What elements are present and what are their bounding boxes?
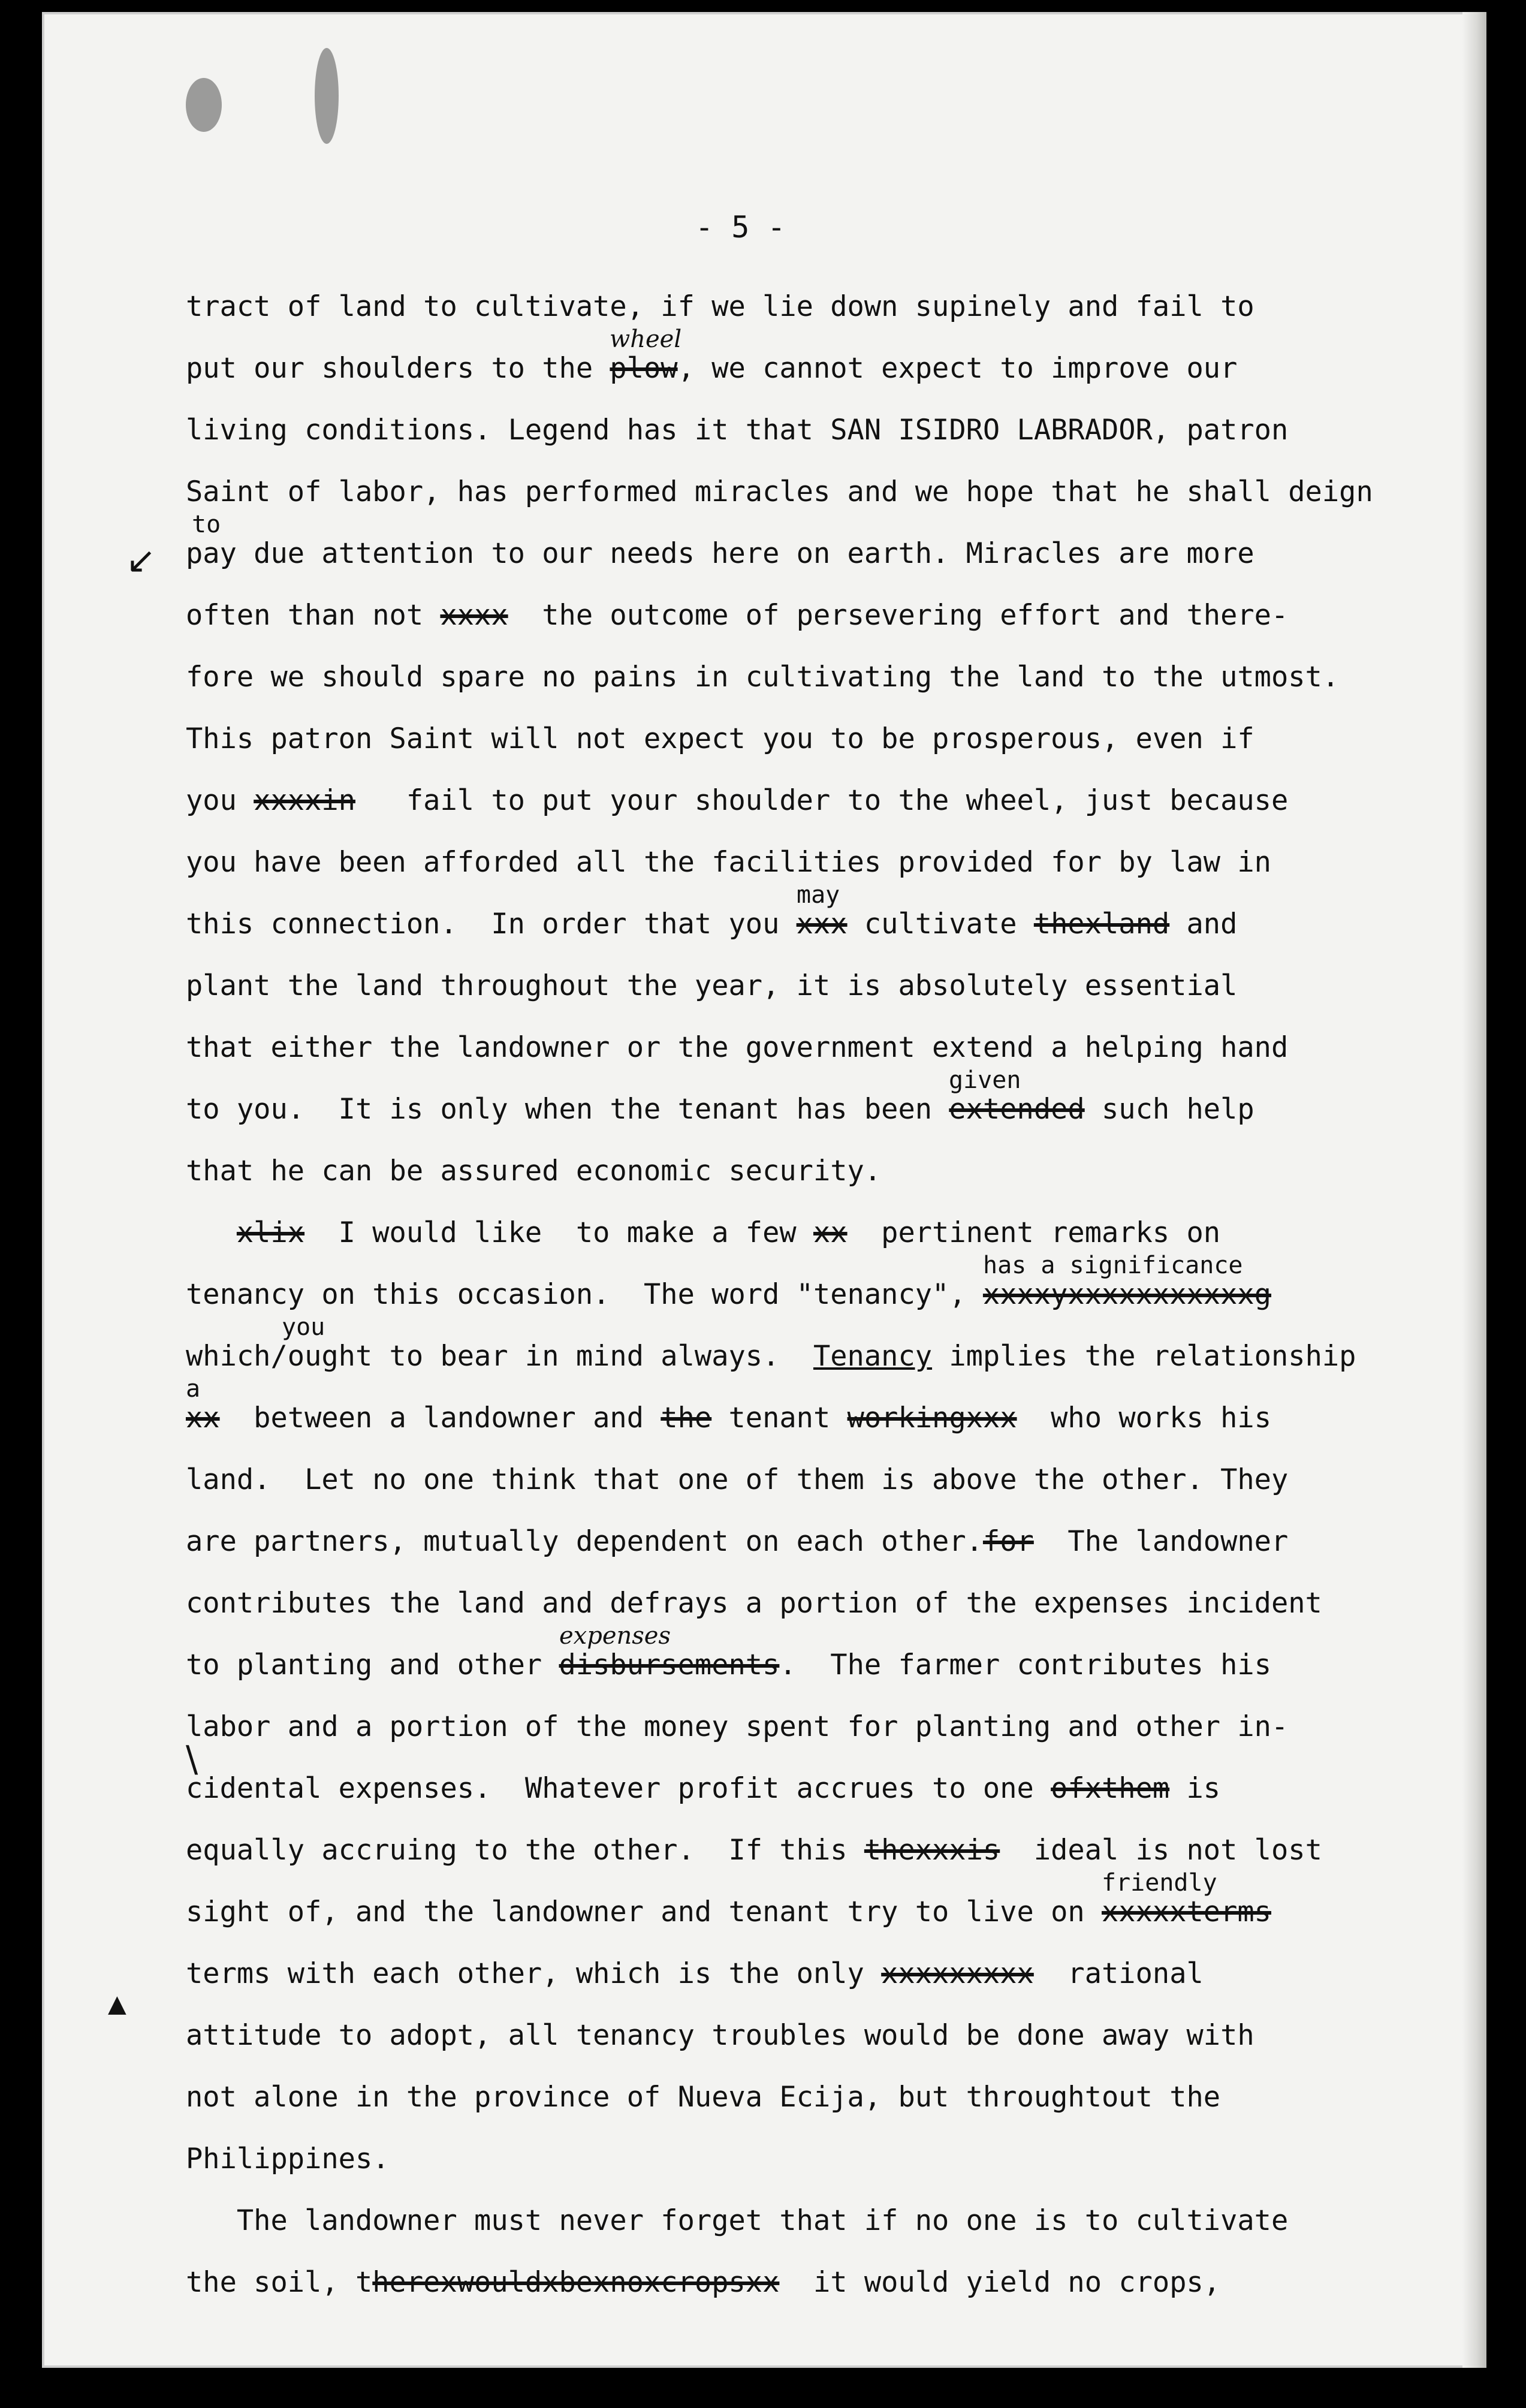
- struck-text: xlix: [236, 1216, 305, 1249]
- inserted-correction: given: [949, 1066, 1021, 1094]
- struck-text: the: [661, 1402, 712, 1434]
- text-line: [186, 511, 1480, 584]
- page-number: - 5 -: [695, 210, 786, 245]
- line-text: The landowner: [1033, 1525, 1289, 1558]
- line-text: it would yield no crops,: [779, 2266, 1221, 2299]
- line-text: the soil, t: [186, 2266, 373, 2299]
- text-line: [186, 1622, 1480, 1696]
- struck-text: herexwouldxbexnoxcropsxx: [372, 2266, 780, 2299]
- line-text: are partners, mutually dependent on each other.: [186, 1525, 983, 1558]
- ink-smudge: [186, 78, 222, 132]
- text-line: [186, 708, 1480, 770]
- text-line: [186, 1869, 1480, 1943]
- line-text: you: [186, 784, 254, 817]
- line-text: to planting and other: [186, 1648, 559, 1681]
- struck-text: workingxxx: [847, 1402, 1017, 1434]
- text-line: [186, 881, 1480, 955]
- inserted-correction: you: [282, 1313, 325, 1341]
- ink-smudge: [315, 48, 339, 144]
- line-text: is: [1169, 1772, 1221, 1805]
- line-text: , we cannot expect to improve our: [677, 352, 1238, 385]
- text-line: [186, 2128, 1480, 2190]
- struck-text: xxxxxxxxx: [881, 1957, 1034, 1990]
- line-text: who works his: [1017, 1402, 1271, 1434]
- text-line: [186, 1511, 1480, 1572]
- line-text: rational: [1033, 1957, 1204, 1990]
- struck-text: xxxx: [440, 599, 508, 632]
- line-text: cidental expenses. Whatever profit accrues to one: [186, 1772, 1051, 1805]
- struck-text: xx: [813, 1216, 848, 1249]
- line-text: . The farmer contributes his: [779, 1648, 1271, 1681]
- inserted-correction: a: [186, 1375, 201, 1403]
- line-text: such help: [1084, 1093, 1254, 1126]
- text-line: [186, 461, 1480, 523]
- line-text: you have been afforded all the facilities provided for by law in: [186, 846, 1271, 879]
- line-text: land. Let no one think that one of them is above the other. They: [186, 1463, 1289, 1496]
- line-text: living conditions. Legend has it that SAN ISIDRO LABRADOR, patron: [186, 414, 1289, 447]
- line-text: that either the landowner or the government extend a helping hand: [186, 1031, 1289, 1064]
- line-text: tenant: [711, 1402, 848, 1434]
- line-text: and: [1169, 908, 1238, 941]
- text-line: [186, 276, 1480, 337]
- line-text: Saint of labor, has performed miracles and we hope that he shall deign: [186, 475, 1373, 508]
- struck-text: thexxxis: [864, 1834, 1000, 1867]
- margin-arrow-icon: ↙: [126, 540, 156, 581]
- inserted-correction: has a significance: [983, 1252, 1243, 1279]
- text-line: [186, 646, 1480, 708]
- struck-text: xx: [186, 1402, 220, 1434]
- typewritten-body: [186, 276, 1480, 2313]
- text-line: [186, 399, 1480, 461]
- struck-text: for: [982, 1525, 1034, 1558]
- inserted-correction: expenses: [559, 1622, 671, 1650]
- text-line: [186, 1758, 1480, 1819]
- line-text: this connection. In order that you: [186, 908, 797, 941]
- struck-text: xxx: [796, 908, 848, 941]
- line-text: The landowner must never forget that if no one is to cultivate: [186, 2204, 1289, 2237]
- struck-text: disbursements: [559, 1648, 780, 1681]
- line-text: fail to put your shoulder to the wheel, just because: [355, 784, 1289, 817]
- line-text: tract of land to cultivate, if we lie down supinely and fail to: [186, 290, 1254, 323]
- line-text: terms with each other, which is the only: [186, 1957, 882, 1990]
- struck-text: thexland: [1033, 908, 1170, 941]
- struck-text: xxxxin: [254, 784, 355, 817]
- line-text: This patron Saint will not expect you to be prosperous, even if: [186, 722, 1254, 755]
- line-text: I would like to make a few: [304, 1216, 813, 1249]
- line-text: implies the relationship: [932, 1340, 1356, 1373]
- line-text: fore we should spare no pains in cultivating the land to the utmost.: [186, 661, 1340, 694]
- struck-text: ofxthem: [1051, 1772, 1170, 1805]
- line-text: ideal is not lost: [1000, 1834, 1322, 1867]
- line-text: put our shoulders to the: [186, 352, 610, 385]
- line-text: [186, 1216, 237, 1249]
- text-line: [186, 1313, 1480, 1387]
- underlined-word: Tenancy: [813, 1340, 933, 1373]
- text-line: [186, 1140, 1480, 1202]
- text-line: [186, 1066, 1480, 1140]
- inserted-correction: may: [797, 881, 840, 909]
- text-line: [186, 1017, 1480, 1078]
- struck-text: xxxxyxxxxxxxxxxxg: [982, 1278, 1271, 1311]
- text-line: [186, 1572, 1480, 1634]
- line-text: equally accruing to the other. If this: [186, 1834, 864, 1867]
- text-line: [186, 770, 1480, 831]
- line-text: to you. It is only when the tenant has been: [186, 1093, 949, 1126]
- text-line: [186, 2066, 1480, 2128]
- text-line: [186, 326, 1480, 399]
- line-text: attitude to adopt, all tenancy troubles would be done away with: [186, 2019, 1254, 2052]
- text-line: [186, 1375, 1480, 1449]
- line-text: contributes the land and defrays a portion of the expenses incident: [186, 1587, 1322, 1620]
- line-text: cultivate: [847, 908, 1034, 941]
- struck-text: xxxxxterms: [1102, 1895, 1271, 1928]
- text-line: [186, 1943, 1480, 2005]
- text-line: [186, 1252, 1480, 1325]
- line-text: pay due attention to our needs here on earth. Miracles are more: [186, 537, 1254, 570]
- line-text: which/ought to bear in mind always.: [186, 1340, 813, 1373]
- struck-text: extended: [949, 1093, 1085, 1126]
- line-text: not alone in the province of Nueva Ecija, but throughtout the: [186, 2081, 1221, 2114]
- text-line: [186, 1449, 1480, 1511]
- line-text: pertinent remarks on: [847, 1216, 1221, 1249]
- struck-text: plow: [610, 352, 678, 385]
- text-line: [186, 584, 1480, 646]
- inserted-correction: to: [192, 511, 221, 538]
- text-line: [186, 2190, 1480, 2252]
- text-line: [186, 1202, 1480, 1264]
- text-line: [186, 1696, 1480, 1758]
- line-text: Philippines.: [186, 2142, 390, 2175]
- text-line: [186, 1819, 1480, 1881]
- line-text: the outcome of persevering effort and there-: [508, 599, 1289, 632]
- line-text: often than not: [186, 599, 441, 632]
- line-text: that he can be assured economic security.: [186, 1155, 882, 1188]
- margin-tick-icon: \: [186, 1738, 198, 1780]
- document-page: [42, 12, 1486, 2368]
- line-text: tenancy on this occasion. The word "tenancy",: [186, 1278, 983, 1311]
- line-text: labor and a portion of the money spent for planting and other in-: [186, 1710, 1289, 1743]
- margin-triangle-icon: ▲: [108, 1990, 126, 2018]
- inserted-correction: friendly: [1102, 1869, 1217, 1897]
- line-text: between a landowner and: [219, 1402, 661, 1434]
- text-line: [186, 2005, 1480, 2066]
- line-text: sight of, and the landowner and tenant try to live on: [186, 1895, 1102, 1928]
- line-text: plant the land throughout the year, it is absolutely essential: [186, 969, 1238, 1002]
- text-line: [186, 2252, 1480, 2313]
- text-line: [186, 955, 1480, 1017]
- inserted-correction: wheel: [610, 326, 682, 353]
